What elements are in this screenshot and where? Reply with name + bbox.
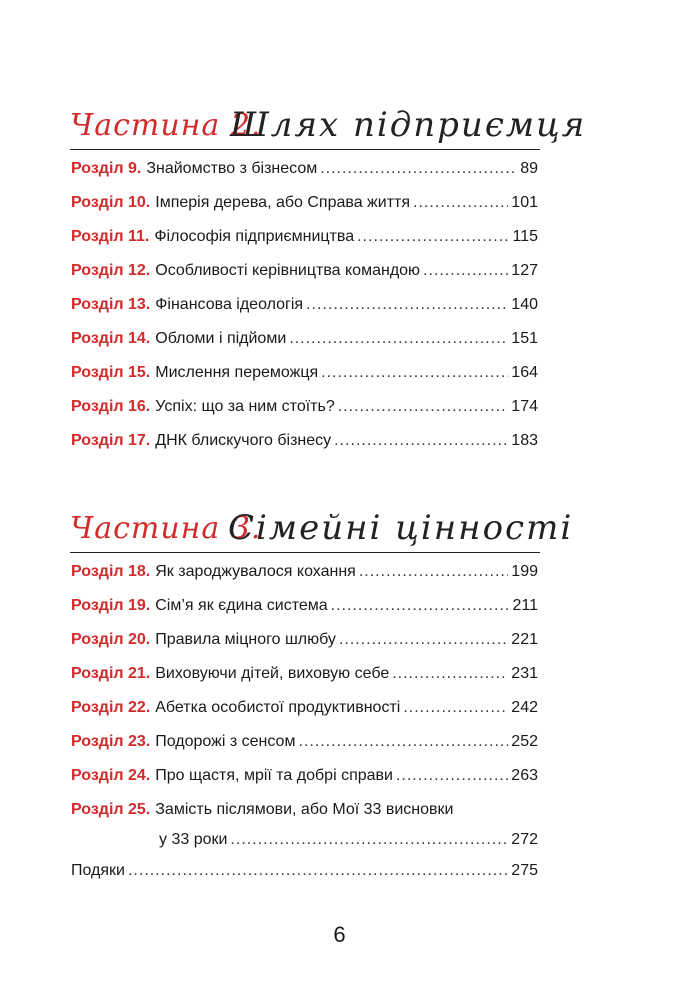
chapter-title: Подорожі з сенсом — [155, 733, 296, 750]
chapter-page: 199 — [511, 563, 538, 580]
dot-leader — [306, 296, 508, 314]
chapter-number: Розділ 24. — [71, 767, 151, 784]
dot-leader — [331, 597, 510, 615]
toc-entry — [71, 801, 538, 865]
chapter-title: Обломи і підйоми — [155, 330, 287, 347]
toc-entry — [71, 631, 538, 665]
dot-leader — [338, 398, 509, 416]
toc-entry — [71, 563, 538, 597]
chapter-title: Особливості керівництва командою — [155, 262, 421, 279]
chapter-title: Сім’я як єдина система — [155, 597, 328, 614]
dot-leader — [128, 862, 508, 880]
part-3-title: Сімейні цінності — [228, 508, 574, 548]
chapter-number: Розділ 25. — [71, 801, 151, 818]
chapter-title: Виховуючи дітей, виховую себе — [155, 665, 390, 682]
chapter-page: 221 — [511, 631, 538, 648]
chapter-title-continued: у 33 роки — [159, 831, 228, 848]
toc-entry — [71, 432, 538, 466]
chapter-number: Розділ 11. — [71, 228, 150, 245]
acknowledgements-page: 275 — [511, 862, 538, 879]
toc-entry — [71, 767, 538, 801]
toc-entry — [71, 364, 538, 398]
toc-entry — [71, 160, 538, 194]
chapter-number: Розділ 10. — [71, 194, 151, 211]
chapter-number: Розділ 18. — [71, 563, 151, 580]
chapter-page: 89 — [520, 160, 538, 177]
toc-entry — [71, 228, 538, 262]
acknowledgements-title: Подяки — [71, 862, 125, 879]
part-2-label: Частина 2. — [70, 108, 262, 143]
dot-leader — [357, 228, 509, 246]
dot-leader — [423, 262, 508, 280]
chapter-title: Філософія підприємництва — [154, 228, 355, 245]
toc-entry — [71, 699, 538, 733]
toc-entry — [71, 330, 538, 364]
chapter-page: 272 — [511, 831, 538, 848]
acknowledgements-entry — [71, 862, 538, 896]
toc-entry — [71, 665, 538, 699]
page-number: 6 — [333, 922, 346, 947]
part-3-label: Частина 3. — [70, 511, 262, 546]
part-2-title: Шлях підприємця — [230, 105, 587, 145]
chapter-number: Розділ 9. — [71, 160, 142, 177]
toc-entry — [71, 597, 538, 631]
chapter-title: Мислення переможця — [155, 364, 319, 381]
chapter-number: Розділ 17. — [71, 432, 151, 449]
part-3-chapter-list — [71, 563, 538, 865]
chapter-page: 101 — [511, 194, 538, 211]
chapter-number: Розділ 15. — [71, 364, 151, 381]
toc-entry — [71, 398, 538, 432]
dot-leader — [339, 631, 508, 649]
chapter-page: 263 — [511, 767, 538, 784]
toc-entry — [71, 296, 538, 330]
chapter-page: 183 — [511, 432, 538, 449]
chapter-title: Абетка особистої продуктивності — [155, 699, 401, 716]
chapter-title: ДНК блискучого бізнесу — [155, 432, 332, 449]
dot-leader — [392, 665, 508, 683]
chapter-page: 151 — [511, 330, 538, 347]
dot-leader — [413, 194, 508, 212]
chapter-number: Розділ 20. — [71, 631, 151, 648]
dot-leader — [320, 160, 517, 178]
part-3-heading — [70, 492, 574, 553]
chapter-number: Розділ 14. — [71, 330, 151, 347]
chapter-page: 211 — [512, 597, 538, 614]
chapter-number: Розділ 23. — [71, 733, 151, 750]
chapter-page: 242 — [511, 699, 538, 716]
chapter-page: 140 — [511, 296, 538, 313]
chapter-number: Розділ 22. — [71, 699, 151, 716]
chapter-title: Як зароджувалося кохання — [155, 563, 356, 580]
dot-leader — [334, 432, 508, 450]
dot-leader — [289, 330, 508, 348]
chapter-title: Успіх: що за ним стоїть? — [155, 398, 335, 415]
chapter-title: Про щастя, мрії та добрі справи — [155, 767, 393, 784]
chapter-page: 127 — [511, 262, 538, 279]
part-2-chapter-list — [71, 160, 538, 466]
chapter-title: Фінансова ідеологія — [155, 296, 304, 313]
dot-leader — [321, 364, 508, 382]
chapter-page: 115 — [512, 228, 538, 245]
chapter-page: 231 — [511, 665, 538, 682]
dot-leader — [396, 767, 508, 785]
part-2-heading — [70, 89, 587, 150]
toc-entry — [71, 733, 538, 767]
toc-entry — [71, 262, 538, 296]
dot-leader — [298, 733, 508, 751]
chapter-title: Знайомство з бізнесом — [146, 160, 318, 177]
chapter-title: Замість післямови, або Мої 33 висновки — [155, 801, 454, 818]
toc-entry — [71, 194, 538, 228]
chapter-page: 164 — [511, 364, 538, 381]
chapter-title: Імперія дерева, або Справа життя — [155, 194, 411, 211]
chapter-number: Розділ 21. — [71, 665, 151, 682]
dot-leader — [230, 831, 508, 849]
chapter-number: Розділ 19. — [71, 597, 151, 614]
chapter-page: 252 — [511, 733, 538, 750]
chapter-title: Правила міцного шлюбу — [155, 631, 336, 648]
chapter-number: Розділ 13. — [71, 296, 151, 313]
dot-leader — [403, 699, 508, 717]
chapter-number: Розділ 12. — [71, 262, 151, 279]
dot-leader — [359, 563, 508, 581]
chapter-page: 174 — [511, 398, 538, 415]
chapter-number: Розділ 16. — [71, 398, 151, 415]
